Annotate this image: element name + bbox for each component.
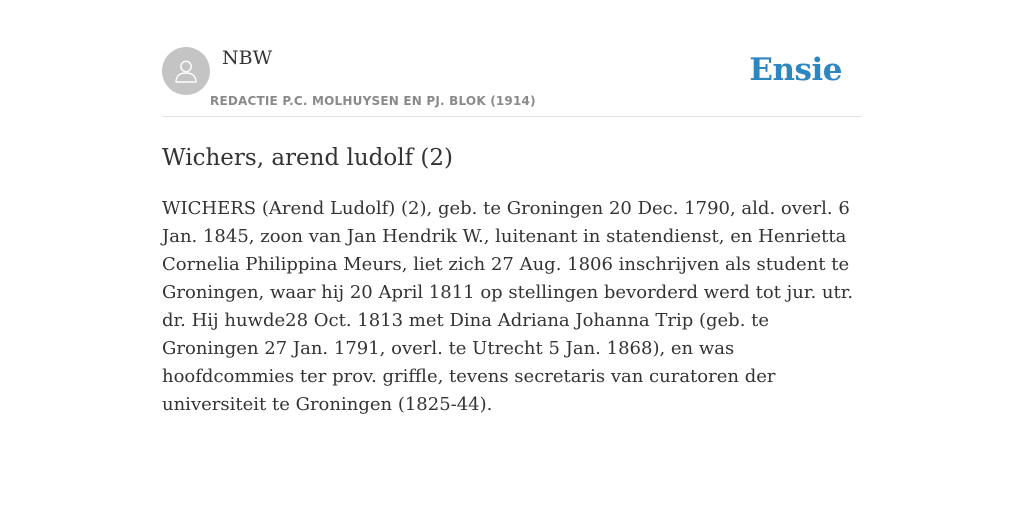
entry-body: WICHERS (Arend Ludolf) (2), geb. te Groningen 20 Dec. 1790, ald. overl. 6 Jan. 1845, zoon van Jan Hendrik W., luitenant in statendienst, en Henrietta Cornelia Philippina Meurs, liet zich 27 Aug. 1806 inschrijven als student te Groningen, waar hij 20 April 1811 op stellingen bevorderd werd tot jur. utr. dr. Hij huwde28 Oct. 1813 met Dina Adriana Johanna Trip (geb. te Groningen 27 Jan. 1791, overl. te Utrecht 5 Jan. 1868), en was hoofdcommies ter prov. griffle, tevens secretaris van curatoren der universiteit te Groningen (1825-44). — [162, 198, 854, 415]
author-avatar[interactable] — [162, 47, 210, 95]
author-name[interactable]: NBW — [222, 47, 273, 69]
brand-logo[interactable]: Ensie — [749, 52, 842, 88]
author-subtitle: REDACTIE P.C. MOLHUYSEN EN PJ. BLOK (1914) — [210, 94, 536, 108]
entry-card — [162, 0, 862, 419]
entry-title: Wichers, arend ludolf (2) — [162, 145, 453, 171]
entry-header — [162, 0, 862, 117]
user-icon — [171, 56, 201, 86]
